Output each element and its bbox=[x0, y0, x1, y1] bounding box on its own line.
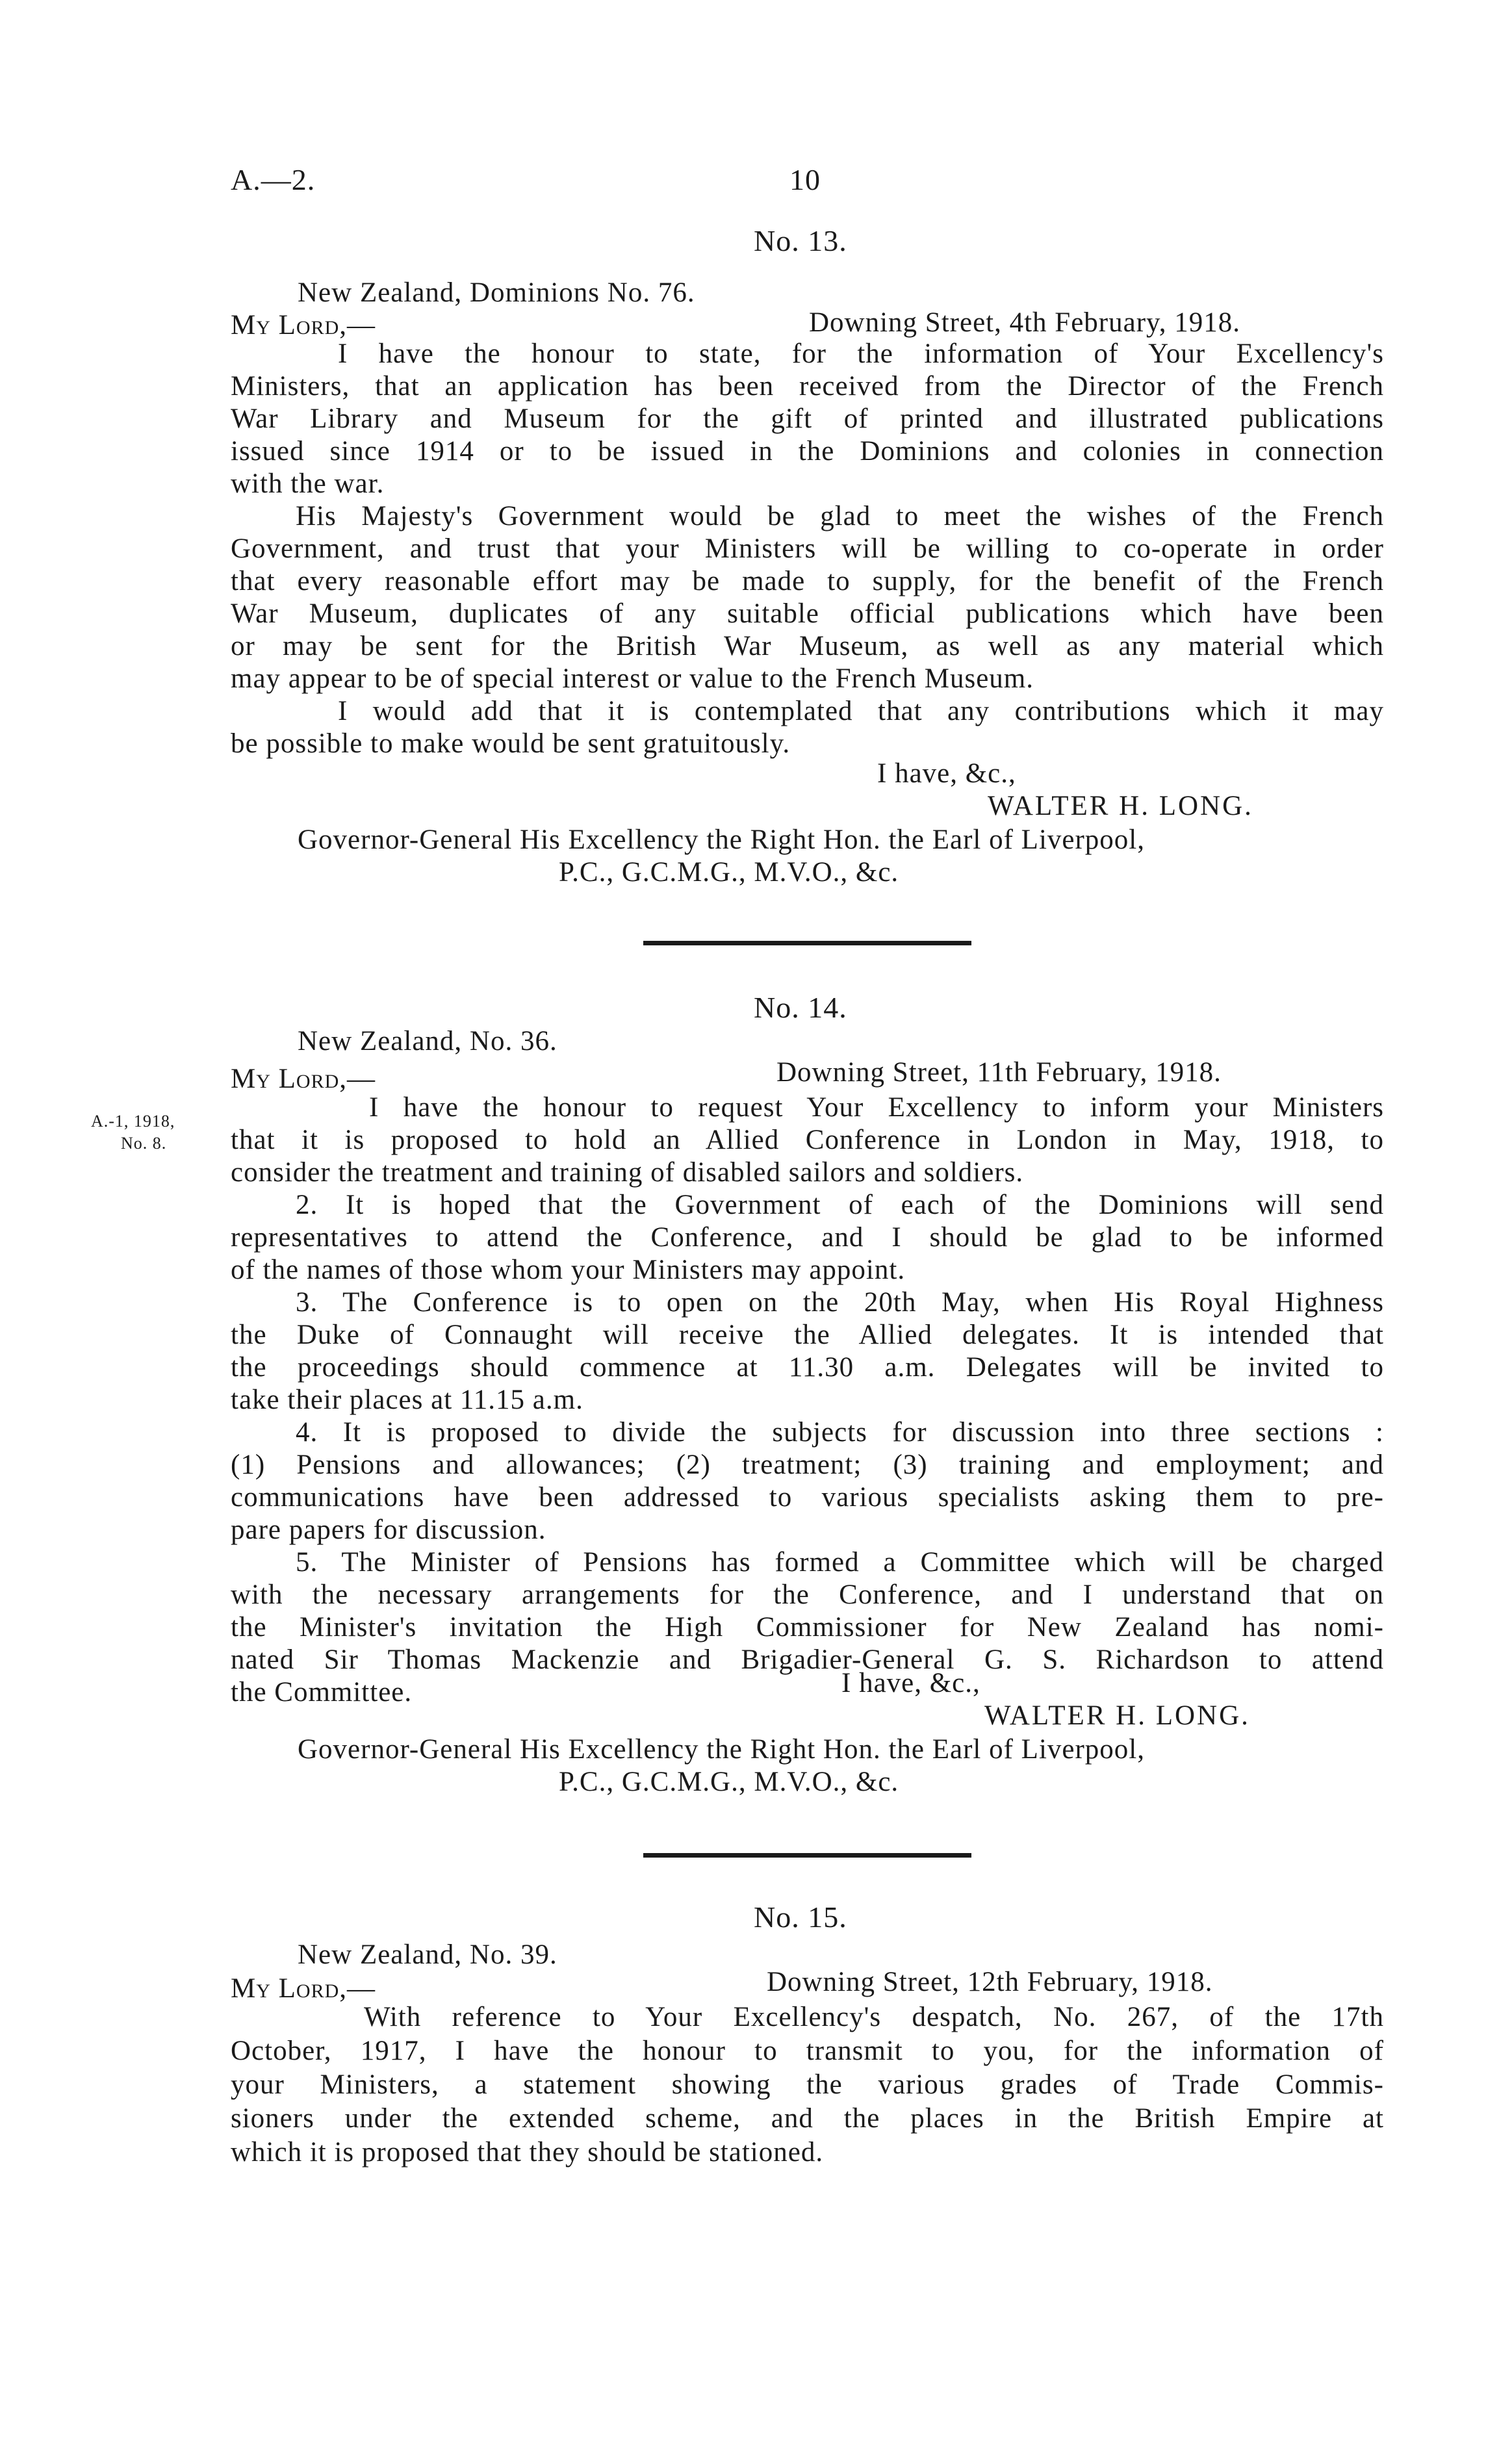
letter-14-addressee-line-1: Governor-General His Excellency the Right Hon. the Earl of Liverpool, bbox=[298, 1734, 1145, 1765]
letter-13-p3-line-1: I would add that it is contemplated that any contributions which it may bbox=[338, 696, 1384, 726]
letter-13-p2-line-6: may appear to be of special interest or value to the French Museum. bbox=[231, 663, 1034, 694]
page-number: 10 bbox=[789, 163, 821, 196]
letter-14-p5-line-1: 5. The Minister of Pensions has formed a Committee which will be charged bbox=[296, 1547, 1384, 1578]
section-divider-rule bbox=[643, 1853, 971, 1858]
section-divider-rule bbox=[643, 941, 971, 945]
page-series: A.—2. bbox=[231, 163, 316, 196]
letter-15-p1-line-2: October, 1917, I have the honour to transmit to you, for the information of bbox=[231, 2036, 1384, 2066]
letter-14-p4-line-2: (1) Pensions and allowances; (2) treatment; (3) training and employment; and bbox=[231, 1450, 1384, 1480]
letter-13-p2-line-3: that every reasonable effort may be made to supply, for the benefit of the French bbox=[231, 566, 1384, 596]
letter-13-p1-line-2: Ministers, that an application has been received from the Director of the French bbox=[231, 371, 1384, 402]
letter-13-p1-line-4: issued since 1914 or to be issued in the Dominions and colonies in connection bbox=[231, 436, 1384, 467]
letter-13-addressee-line-1: Governor-General His Excellency the Right Hon. the Earl of Liverpool, bbox=[298, 825, 1145, 855]
letter-14-date: Downing Street, 11th February, 1918. bbox=[776, 1057, 1222, 1088]
letter-13-reference: New Zealand, Dominions No. 76. bbox=[298, 277, 695, 308]
letter-14-heading: No. 14. bbox=[754, 991, 847, 1024]
letter-13-p2-line-2: Government, and trust that your Ministers will be willing to co-operate in order bbox=[231, 533, 1384, 564]
letter-14-p2-line-3: of the names of those whom your Ministers may appoint. bbox=[231, 1255, 906, 1285]
letter-14-p5-line-4: nated Sir Thomas Mackenzie and Brigadier-General G. S. Richardson to attend bbox=[231, 1644, 1384, 1675]
letter-14-p1-line-2: that it is proposed to hold an Allied Conference in London in May, 1918, to bbox=[231, 1125, 1384, 1155]
letter-13-signature: WALTER H. LONG. bbox=[988, 791, 1253, 821]
letter-13-p1-line-1: I have the honour to state, for the information of Your Excellency's bbox=[338, 339, 1384, 369]
margin-note-number: No. 8. bbox=[121, 1134, 167, 1153]
letter-13-p1-line-5: with the war. bbox=[231, 468, 385, 499]
letter-15-date: Downing Street, 12th February, 1918. bbox=[767, 1967, 1213, 1997]
letter-14-p3-line-4: take their places at 11.15 a.m. bbox=[231, 1385, 583, 1415]
letter-13-salutation: My Lord,— bbox=[231, 310, 376, 340]
letter-13-p2-line-4: War Museum, duplicates of any suitable official publications which have been bbox=[231, 598, 1384, 629]
letter-14-p5-line-3: the Minister's invitation the High Commissioner for New Zealand has nomi- bbox=[231, 1612, 1384, 1643]
letter-14-p1-line-3: consider the treatment and training of disabled sailors and soldiers. bbox=[231, 1157, 1024, 1188]
letter-14-p4-line-1: 4. It is proposed to divide the subjects for discussion into three sections : bbox=[296, 1417, 1384, 1448]
letter-15-heading: No. 15. bbox=[754, 1900, 847, 1934]
letter-14-p1-line-1: I have the honour to request Your Excellency to inform your Ministers bbox=[369, 1092, 1384, 1123]
letter-14-closing: I have, &c., bbox=[841, 1668, 980, 1698]
letter-15-salutation: My Lord,— bbox=[231, 1973, 376, 2004]
letter-13-p1-line-3: War Library and Museum for the gift of printed and illustrated publications bbox=[231, 403, 1384, 434]
letter-13-p2-line-5: or may be sent for the British War Museum, as well as any material which bbox=[231, 631, 1384, 661]
letter-13-p3-line-2: be possible to make would be sent gratuitously. bbox=[231, 728, 791, 759]
margin-note-reference: A.-1, 1918, bbox=[91, 1112, 175, 1131]
letter-15-p1-line-1: With reference to Your Excellency's despatch, No. 267, of the 17th bbox=[364, 2002, 1384, 2032]
letter-14-salutation: My Lord,— bbox=[231, 1064, 376, 1094]
letter-15-p1-line-5: which it is proposed that they should be stationed. bbox=[231, 2137, 824, 2168]
letter-14-p4-line-4: pare papers for discussion. bbox=[231, 1515, 546, 1545]
letter-14-p3-line-3: the proceedings should commence at 11.30 a.m. Delegates will be invited to bbox=[231, 1352, 1384, 1383]
letter-14-signature: WALTER H. LONG. bbox=[984, 1700, 1250, 1731]
letter-13-p2-line-1: His Majesty's Government would be glad to meet the wishes of the French bbox=[296, 501, 1384, 531]
letter-14-reference: New Zealand, No. 36. bbox=[298, 1026, 557, 1056]
letter-13-date: Downing Street, 4th February, 1918. bbox=[809, 307, 1240, 338]
letter-15-p1-line-3: your Ministers, a statement showing the various grades of Trade Commis- bbox=[231, 2069, 1384, 2100]
letter-15-p1-line-4: sioners under the extended scheme, and the places in the British Empire at bbox=[231, 2103, 1384, 2134]
letter-14-p2-line-2: representatives to attend the Conference, and I should be glad to be informed bbox=[231, 1222, 1384, 1253]
letter-13-addressee-line-2: P.C., G.C.M.G., M.V.O., &c. bbox=[559, 857, 899, 888]
letter-14-p5-line-2: with the necessary arrangements for the Conference, and I understand that on bbox=[231, 1580, 1384, 1610]
letter-15-reference: New Zealand, No. 39. bbox=[298, 1939, 557, 1970]
letter-14-p3-line-2: the Duke of Connaught will receive the Allied delegates. It is intended that bbox=[231, 1320, 1384, 1350]
letter-14-p4-line-3: communications have been addressed to various specialists asking them to pre- bbox=[231, 1482, 1384, 1513]
letter-14-addressee-line-2: P.C., G.C.M.G., M.V.O., &c. bbox=[559, 1767, 899, 1797]
letter-14-p2-line-1: 2. It is hoped that the Government of each of the Dominions will send bbox=[296, 1190, 1384, 1220]
letter-14-p3-line-1: 3. The Conference is to open on the 20th May, when His Royal Highness bbox=[296, 1287, 1384, 1318]
letter-14-p5-line-5: the Committee. bbox=[231, 1677, 413, 1708]
letter-13-heading: No. 13. bbox=[754, 224, 847, 257]
letter-13-closing: I have, &c., bbox=[877, 758, 1016, 789]
